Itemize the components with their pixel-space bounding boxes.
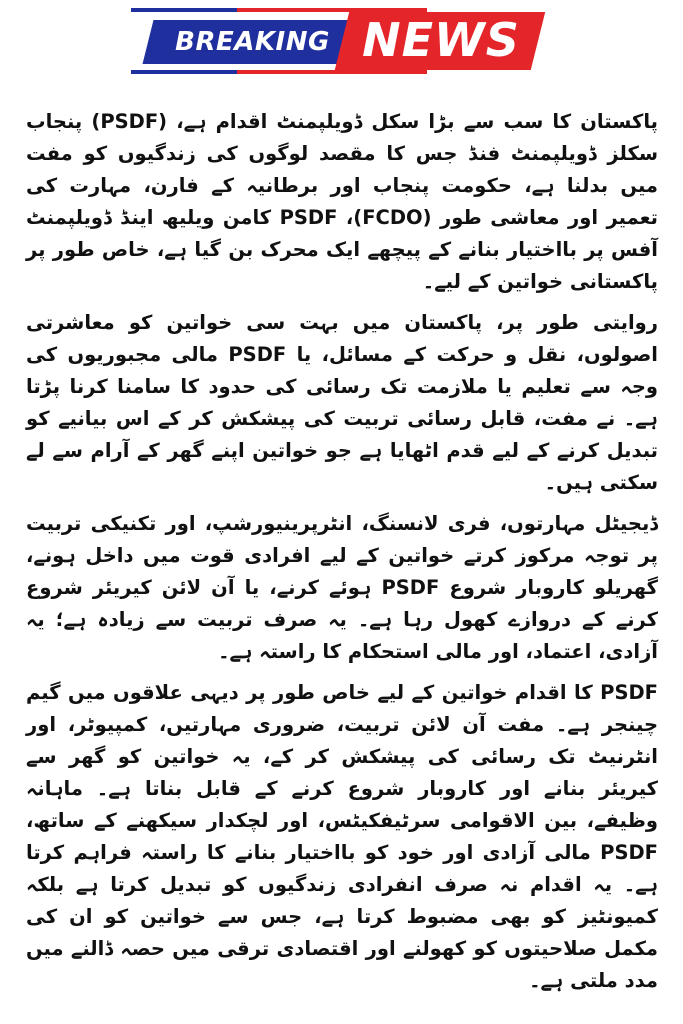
article-paragraph-4: PSDF کا اقدام خواتین کے لیے خاص طور پر دیہی علاقوں میں گیم چینجر ہے۔ مفت آن لائن تربیت، ضروری مہارتیں، کمپیوٹر، اور انٹرنیٹ تک رسائی کی پیشکش کر کے، یہ خواتین کو گھر سے کیریئر بنانے اور کاروبار شروع کرنے کے قابل بناتا ہے۔ ماہانہ وظیفے، بین الاقوامی سرٹیفکیٹس، اور لچکدار سیکھنے کے ساتھ، PSDF مالی آزادی اور خود کو بااختیار بنانے کا راستہ فراہم کرتا ہے۔ یہ اقدام نہ صرف انفرادی زندگیوں کو تبدیل کرتا ہے بلکہ کمیونٹیز کو بھی مضبوط کرتا ہے، جس سے خواتین کو ان کی مکمل صلاحیتوں کو کھولنے اور اقتصادی ترقی میں حصہ ڈالنے میں مدد ملتی ہے۔ xyxy=(26,681,658,992)
article-body xyxy=(26,106,658,1006)
banner-top-blue-stripe xyxy=(131,8,237,12)
article-paragraph-2: روایتی طور پر، پاکستان میں بہت سی خواتین کو معاشرتی اصولوں، نقل و حرکت کے مسائل، یا PSDF مالی مجبوریوں کی وجہ سے تعلیم یا ملازمت تک رسائی کی حدود کا سامنا کرنا پڑتا ہے۔ نے مفت، قابل رسائی تربیت کی پیشکش کر کے اس بیانیے کو تبدیل کرنے کے لیے قدم اٹھایا ہے جو خواتین اپنے گھر کے آرام سے لے سکتی ہیں۔ xyxy=(26,311,658,494)
article-paragraph-1: پاکستان کا سب سے بڑا سکل ڈویلپمنٹ اقدام ہے، (PSDF) پنجاب سکلز ڈویلپمنٹ فنڈ جس کا مقصد لوگوں کی زندگیوں کو مفت میں بدلنا ہے، حکومت پنجاب اور برطانیہ کے فارن، مہارت کی تعمیر اور معاشی طور PSDF ،(FCDO) کامن ویلیھ اینڈ ڈویلپمنٹ آفس پر بااختیار بنانے کے پیچھے ایک محرک بن گیا ہے، خاص طور پر پاکستانی خواتین کے لیے۔ xyxy=(26,110,658,293)
breaking-label: BREAKING xyxy=(175,27,330,57)
article-paragraph-3: ڈیجیٹل مہارتوں، فری لانسنگ، انٹرپرینیورشپ، اور تکنیکی تربیت پر توجہ مرکوز کرتے خواتین کے لیے افرادی قوت میں داخل ہونے، گھریلو کاروبار شروع PSDF ہوئے کرنے، یا آن لائن کیریئر شروع کرنے کے دروازے کھول رہا ہے۔ یہ صرف تربیت سے زیادہ ہے؛ یہ آزادی، اعتماد، اور مالی استحکام کا راستہ ہے۔ xyxy=(26,512,658,663)
banner-bottom-red-stripe xyxy=(237,70,427,74)
banner-bottom-blue-stripe xyxy=(131,70,237,74)
news-label: NEWS xyxy=(362,13,520,67)
